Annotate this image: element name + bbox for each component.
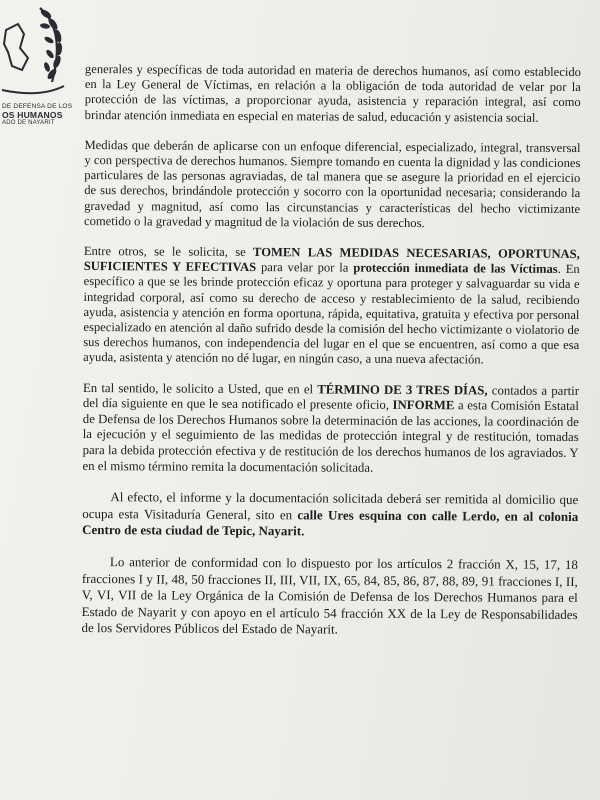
text-run: . En específico a que se les brinde protección eficaz y oportuna para proteger y salvaguardar su vida e integridad corporal, así como su derecho de acceso y restablecimiento de la salud, recibiendo ayuda, asistencia y atención en forma oportuna, rápida, equitativa, gratuita y efectiva por personal especializado en atención al daño sufrido desde la comisión del hecho victimizante o violatorio de sus derechos humanos, con independencia del lugar en el que se encuentren, así como a que esa ayuda, asistenta y atención no dé lugar, en ningún caso, a una nueva afectación.	[83, 262, 580, 367]
commission-logo	[0, 0, 80, 135]
laurel-emblem-icon	[0, 0, 80, 102]
paragraph-obligations: generales y específicas de toda autoridad en materia de derechos humanos, así como establecido en la Ley General de Víctimas, en relación a la obligación de toda autoridad de velar por la protección de las víctimas, a proporcionar ayuda, asistencia y reparación integral, así como brindar atención inmediata en especial en materias de salud, educación y asistencia social.	[84, 62, 581, 125]
paragraph-report-deadline	[82, 381, 579, 478]
bold-run: TÉRMINO DE 3 TRES DÍAS,	[317, 382, 488, 398]
text-run: para velar por la	[256, 260, 354, 275]
bold-run: calle Ures esquina con calle Lerdo, en al colonia Centro de esta ciudad de Tepic, Nayarit.	[82, 507, 579, 539]
paragraph-request-measures	[83, 244, 580, 369]
document-body	[81, 62, 581, 655]
text-run: a esta Comisión Estatal de Defensa de los Derechos Humanos sobre la determinación de las acciones, la coordinación de la ejecución y el seguimiento de las medidas de protección integral y de restitución, tomadas para la debida protección efectiva y de restitución de los derechos humanos de los agraviados. Y en el mismo término remita la documentación solicitada.	[82, 398, 579, 475]
bold-run: INFORME	[392, 398, 455, 413]
text-run: Entre otros, se le solicita, se	[83, 244, 254, 260]
logo-text-line-3: ADO DE NAYARIT	[2, 120, 55, 126]
paragraph-legal-basis: Lo anterior de conformidad con lo dispuesto por los artículos 2 fracción X, 15, 17, 18 fracciones I y II, 48, 50 fracciones II, III, VII, IX, 65, 84, 85, 86, 87, 88, 89, 91 fracciones I, II, V, VI, VII de la Ley Orgánica de la Comisión de Defensa de los Derechos Humanos para el Estado de Nayarit y con apoyo en el artículo 54 fracción XX de la Ley de Responsabilidades de los Servidores Públicos del Estado de Nayarit.	[81, 554, 578, 637]
bold-run: TOMEN LAS MEDIDAS NECESARIAS, OPORTUNAS, SUFICIENTES Y EFECTIVAS	[83, 245, 580, 275]
text-run: Al efecto, el informe y la documentación solicitada deberá ser remitida al domicilio que ocupa esta Visitaduría General, sito en	[82, 489, 579, 523]
text-run: contados a partir del día siguiente en que le sea notificado el presente oficio,	[82, 383, 580, 413]
paragraph-measures: Medidas que deberán de aplicarse con un enfoque diferencial, especializado, integral, transversal y con perspectiva de derechos humanos. Siempre tomando en cuenta la dignidad y las condiciones particulares de las personas agraviadas, de tal manera que se asegure la prioridad en el ejercicio de sus derechos, brindándole protección y socorro con la oportunidad necesaria; considerando la gravedad y magnitud, así como las circunstancias y características del hecho victimizante cometido o la gravedad y magnitud de la violación de sus derechos.	[83, 137, 581, 230]
text-run: En tal sentido, le solicito a Usted, que en el	[82, 380, 318, 397]
logo-text-line-1: DE DEFENSA DE LOS	[2, 103, 73, 110]
bold-run: protección inmediata de las Víctimas	[353, 260, 558, 277]
logo-text-line-2: OS HUMANOS	[2, 110, 63, 120]
paragraph-address	[82, 489, 578, 542]
